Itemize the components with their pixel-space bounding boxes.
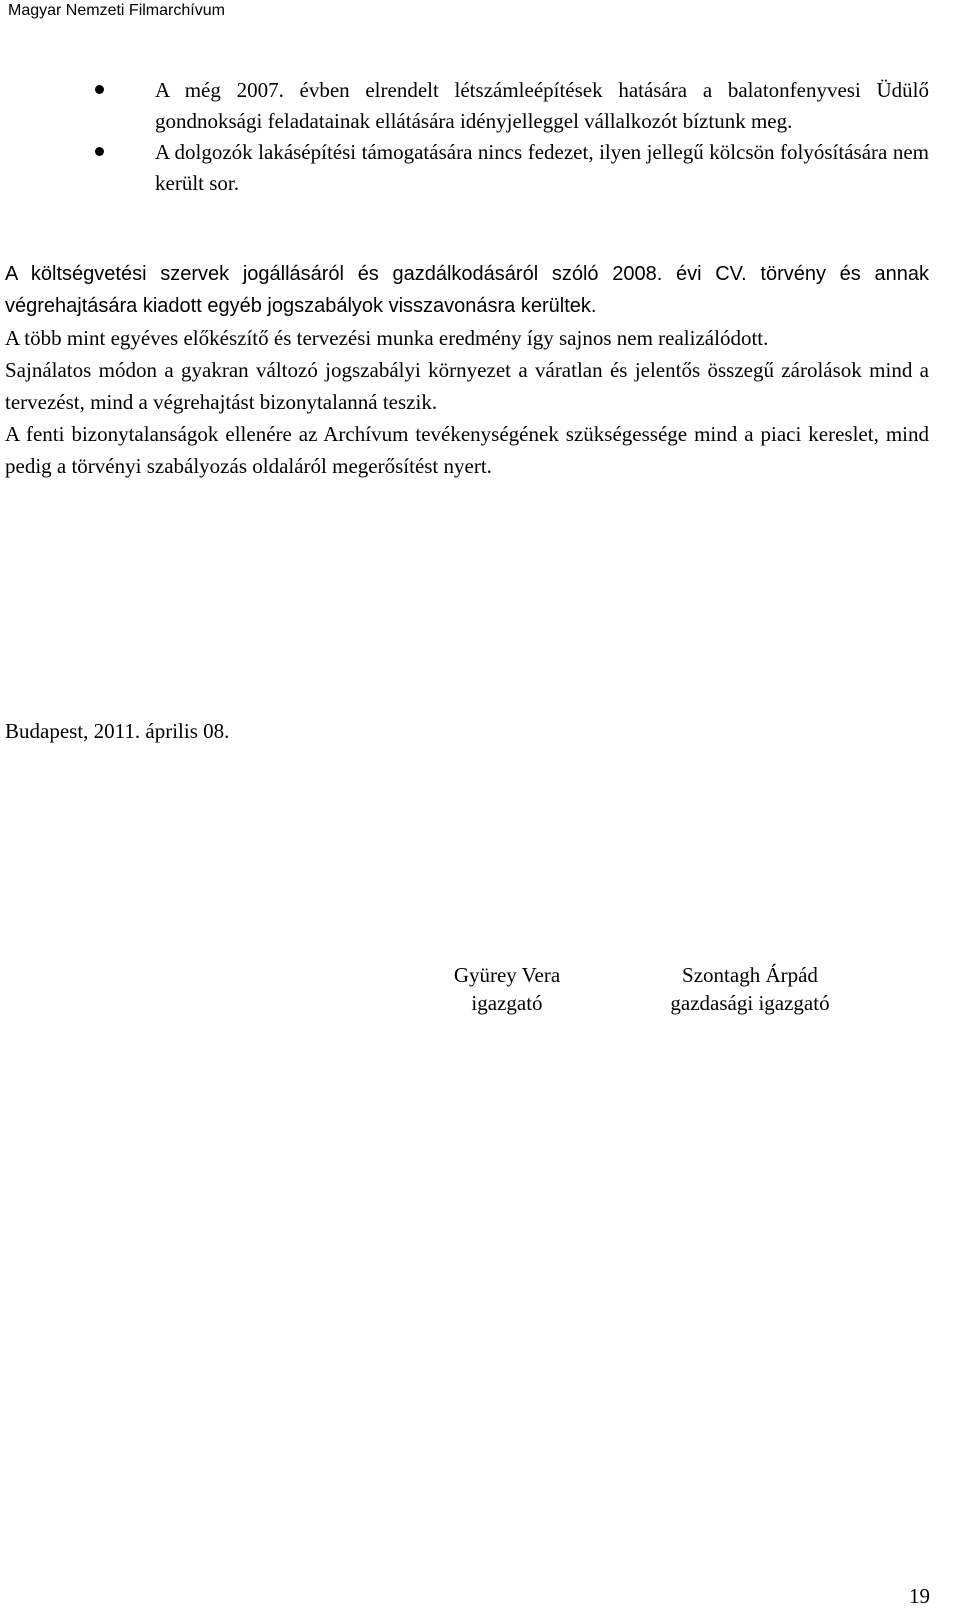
paragraph: A fenti bizonytalanságok ellenére az Archívum tevékenységének szükségessége mind a piaci kereslet, mind pedig a törvényi szabályozás oldaláról megerősítést nyert. — [5, 422, 929, 478]
bullet-text: A dolgozók lakásépítési támogatására nincs fedezet, ilyen jellegű kölcsön folyósítására nem került sor. — [155, 140, 929, 195]
paragraph: A több mint egyéves előkészítő és tervezési munka eredmény így sajnos nem realizálódott. — [5, 326, 769, 350]
page-number: 19 — [909, 1584, 930, 1608]
signature-block — [436, 961, 578, 1017]
signatory-title: igazgató — [471, 991, 543, 1015]
bullet-item — [125, 75, 929, 137]
bullet-item — [125, 137, 929, 199]
signatory-name: Szontagh Árpád — [682, 963, 818, 987]
bullet-text: A még 2007. évben elrendelt létszámleépítések hatására a balatonfenyvesi Üdülő gondnoksági feladatainak ellátására idényjelleggel vállalkozót bíztunk meg. — [155, 78, 929, 133]
date-line: Budapest, 2011. április 08. — [5, 719, 230, 743]
bullet-list — [125, 75, 929, 199]
paragraph: A költségvetési szervek jogállásáról és gazdálkodásáról szóló 2008. évi CV. törvény és annak végrehajtására kiadott egyéb jogszabályok visszavonásra kerültek. — [5, 263, 929, 317]
bullet-dot-icon — [95, 147, 104, 156]
bullet-dot-icon — [95, 85, 104, 94]
signatory-name: Gyürey Vera — [453, 963, 561, 987]
paragraph: Sajnálatos módon a gyakran változó jogszabályi környezet a váratlan és jelentős összegű zárolások mind a tervezést, mind a végrehajtást bizonytalanná teszik. — [5, 358, 929, 414]
signatory-title: gazdasági igazgató — [670, 991, 830, 1015]
document-header: Magyar Nemzeti Filmarchívum — [8, 2, 225, 19]
signature-block — [646, 961, 854, 1017]
body-text — [5, 258, 929, 482]
